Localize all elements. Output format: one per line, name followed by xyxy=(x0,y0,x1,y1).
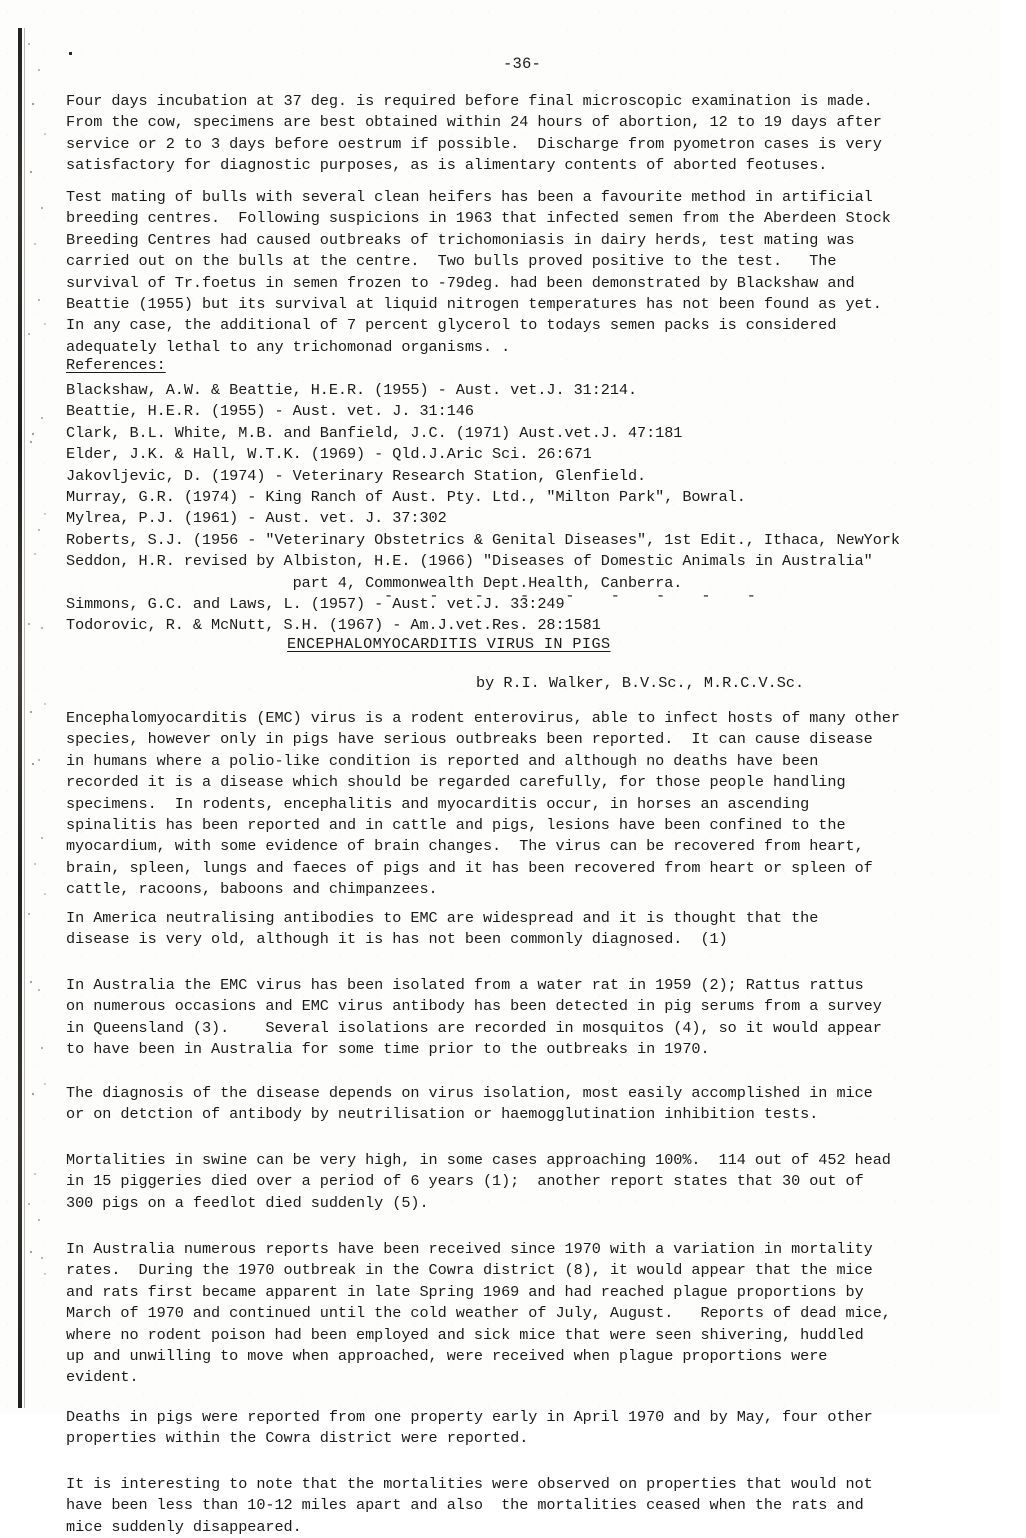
text-line: survival of Tr.foetus in semen frozen to -79deg. had been demonstrated by Blackshaw and xyxy=(66,273,855,292)
text-line: Seddon, H.R. revised by Albiston, H.E. (1966) "Diseases of Domestic Animals in Australia" xyxy=(66,552,873,571)
text-line: Encephalomyocarditis (EMC) virus is a rodent enterovirus, able to infect hosts of many other xyxy=(66,709,900,727)
text-line: in Queensland (3). Several isolations are recorded in mosquitos (4), so it would appear xyxy=(66,1018,882,1037)
text-line: In any case, the additional of 7 percent glycerol to todays semen packs is considered xyxy=(66,316,837,335)
text-line: part 4, Commonwealth Dept.Health, Canberra. xyxy=(66,573,683,592)
text-line: Test mating of bulls with several clean heifers has been a favourite method in artificial xyxy=(66,188,873,206)
paragraph-cowra-outbreak xyxy=(66,1239,891,1389)
article-title: ENCEPHALOMYOCARDITIS VIRUS IN PIGS xyxy=(287,635,611,653)
text-line: have been less than 10-12 miles apart and also the mortalities ceased when the rats and xyxy=(66,1496,864,1515)
text-line: From the cow, specimens are best obtained within 24 hours of abortion, 12 to 19 days after xyxy=(66,113,882,132)
text-line: in 15 piggeries died over a period of 6 years (1); another report states that 30 out of xyxy=(66,1172,864,1191)
text-line: disease is very old, although it is has not been commonly diagnosed. (1) xyxy=(66,930,728,949)
text-line: Roberts, S.J. (1956 - "Veterinary Obstetrics & Genital Diseases", 1st Edit., Ithaca, NewYork xyxy=(66,530,900,549)
text-line: in humans where a polio-like condition is reported and although no deaths have been xyxy=(66,751,819,770)
text-line: Mortalities in swine can be very high, in some cases approaching 100%. 114 out of 452 head xyxy=(66,1151,891,1169)
text-line: brain, spleen, lungs and faeces of pigs and it has been recovered from heart or spleen of xyxy=(66,858,873,877)
paragraph-incubation xyxy=(66,91,882,177)
text-line: species, however only in pigs have serious outbreaks been reported. It can cause disease xyxy=(66,730,873,749)
text-line: March of 1970 and continued until the cold weather of July, August. Reports of dead mice, xyxy=(66,1304,891,1323)
text-line: service or 2 to 3 days before oestrum if possible. Discharge from pyometron cases is very xyxy=(66,134,882,153)
paragraph-test-mating xyxy=(66,187,891,358)
scan-speckle-noise xyxy=(26,30,52,1406)
text-line: The diagnosis of the disease depends on virus isolation, most easily accomplished in mice xyxy=(66,1084,873,1102)
text-line: Clark, B.L. White, M.B. and Banfield, J.C. (1971) Aust.vet.J. 47:181 xyxy=(66,423,683,442)
text-line: Blackshaw, A.W. & Beattie, H.E.R. (1955) - Aust. vet.J. 31:214. xyxy=(66,381,638,399)
paragraph-emc-intro xyxy=(66,708,900,901)
text-line: mice suddenly disappeared. xyxy=(66,1517,302,1536)
section-separator: - - - - - - - - - xyxy=(384,587,762,605)
text-line: to have been in Australia for some time prior to the outbreaks in 1970. xyxy=(66,1040,710,1059)
page-content xyxy=(66,0,1026,1536)
text-line: Jakovljevic, D. (1974) - Veterinary Research Station, Glenfield. xyxy=(66,466,647,485)
text-line: spinalitis has been reported and in cattle and pigs, lesions have been confined to the xyxy=(66,816,846,835)
text-line: Beattie (1955) but its survival at liquid nitrogen temperatures has not been found as yet. xyxy=(66,295,882,314)
text-line: and rats first became apparent in late Spring 1969 and had reached plague proportions by xyxy=(66,1282,864,1301)
text-line: Breeding Centres had caused outbreaks of trichomoniasis in dairy herds, test mating was xyxy=(66,230,855,249)
page-number: -36- xyxy=(502,55,541,73)
text-line: specimens. In rodents, encephalitis and myocarditis occur, in horses an ascending xyxy=(66,794,810,813)
text-line: cattle, racoons, baboons and chimpanzees. xyxy=(66,880,438,899)
scan-binding-edge xyxy=(18,28,22,1408)
text-line: evident. xyxy=(66,1368,139,1387)
paragraph-closing xyxy=(66,1474,873,1538)
text-line: or on detction of antibody by neutrilisation or haemogglutination inhibition tests. xyxy=(66,1105,819,1124)
text-line: In America neutralising antibodies to EMC are widespread and it is thought that the xyxy=(66,909,819,927)
text-line: 300 pigs on a feedlot died suddenly (5). xyxy=(66,1193,429,1212)
text-line: It is interesting to note that the mortalities were observed on properties that would not xyxy=(66,1475,873,1493)
text-line: Simmons, G.C. and Laws, L. (1957) - Aust. vet.J. 33:249 xyxy=(66,595,565,614)
text-line: satisfactory for diagnostic purposes, as is alimentary contents of aborted feotuses. xyxy=(66,156,828,175)
paragraph-diagnosis xyxy=(66,1083,873,1126)
article-byline: by R.I. Walker, B.V.Sc., M.R.C.V.Sc. xyxy=(476,674,805,692)
paragraph-deaths-april xyxy=(66,1407,873,1450)
text-line: up and unwilling to move when approached, were received when plague proportions were xyxy=(66,1347,828,1366)
text-line: Elder, J.K. & Hall, W.T.K. (1969) - Qld.J.Aric Sci. 26:671 xyxy=(66,445,592,464)
paragraph-mortalities xyxy=(66,1150,891,1214)
text-line: Murray, G.R. (1974) - King Ranch of Aust. Pty. Ltd., "Milton Park", Bowral. xyxy=(66,488,746,507)
paragraph-america xyxy=(66,908,818,951)
references-heading: References: xyxy=(66,356,166,374)
text-line: Todorovic, R. & McNutt, S.H. (1967) - Am.J.vet.Res. 28:1581 xyxy=(66,616,601,635)
text-line: In Australia numerous reports have been received since 1970 with a variation in mortality xyxy=(66,1240,873,1258)
text-line: breeding centres. Following suspicions in 1963 that infected semen from the Aberdeen Stock xyxy=(66,209,891,228)
text-line: In Australia the EMC virus has been isolated from a water rat in 1959 (2); Rattus rattus xyxy=(66,976,864,994)
text-line: Beattie, H.E.R. (1955) - Aust. vet. J. 31:146 xyxy=(66,402,474,421)
text-line: carried out on the bulls at the centre. Two bulls proved positive to the test. The xyxy=(66,252,837,271)
text-line: properties within the Cowra district were reported. xyxy=(66,1429,529,1448)
paragraph-australia-isolation xyxy=(66,975,882,1061)
text-line: Mylrea, P.J. (1961) - Aust. vet. J. 37:302 xyxy=(66,509,447,528)
text-line: Deaths in pigs were reported from one property early in April 1970 and by May, four other xyxy=(66,1408,873,1426)
scan-binding-edge-secondary xyxy=(24,28,25,1408)
text-line: where no rodent poison had been employed and sick mice that were seen shivering, huddled xyxy=(66,1325,864,1344)
text-line: rates. During the 1970 outbreak in the Cowra district (8), it would appear that the mice xyxy=(66,1261,873,1280)
text-line: Four days incubation at 37 deg. is required before final microscopic examination is made. xyxy=(66,92,873,110)
text-line: myocardium, with some evidence of brain changes. The virus can be recovered from heart, xyxy=(66,837,864,856)
text-line: on numerous occasions and EMC virus antibody has been detected in pig serums from a survey xyxy=(66,997,882,1016)
text-line: adequately lethal to any trichomonad organisms. . xyxy=(66,337,511,356)
text-line: recorded it is a disease which should be regarded carefully, for those people handling xyxy=(66,773,846,792)
